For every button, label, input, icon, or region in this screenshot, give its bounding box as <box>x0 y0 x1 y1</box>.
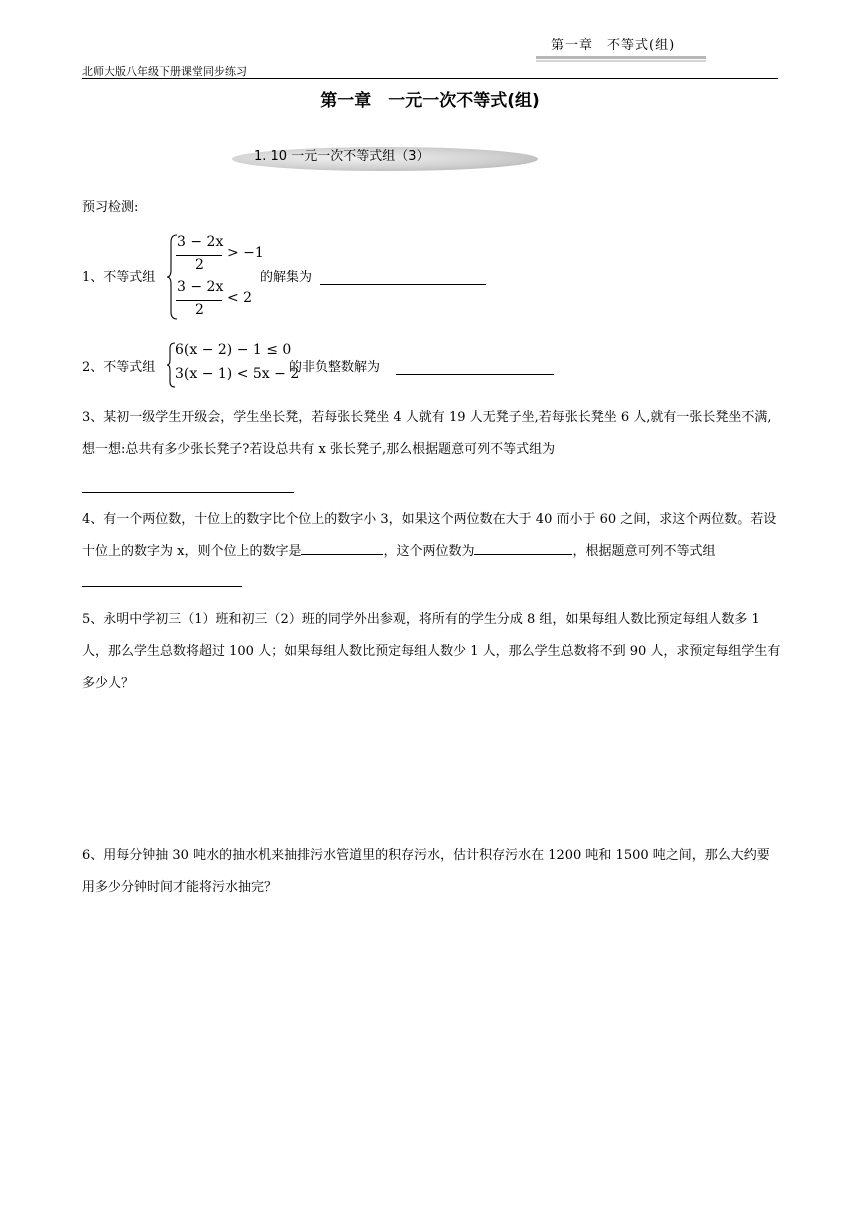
q1-ineq2-relation: < 2 <box>227 290 253 306</box>
header-book-title: 北师大版八年级下册课堂同步练习 <box>82 65 247 78</box>
question-5 <box>82 604 782 700</box>
q1-ineq1-numerator: 3 − 2x <box>177 234 224 250</box>
q1-ineq2-fraction-bar <box>176 300 222 301</box>
question-2 <box>82 340 782 392</box>
q1-ineq2-denominator: 2 <box>195 302 204 318</box>
q1-ineq1-relation: > −1 <box>227 245 264 261</box>
q4-part1: 4、有一个两位数，十位上的数字比个位上的数字小 3，如果这个两位数在大于 40 而小于 60 之间，求这个两位数。若设十位上的数字为 x，则个位上的数字是 <box>82 512 777 559</box>
page-title: 第一章 一元一次不等式(组) <box>320 91 540 111</box>
q1-ineq1-denominator: 2 <box>195 257 204 273</box>
q2-ineq1: 6(x − 2) − 1 ≤ 0 <box>175 342 292 358</box>
header-decor-bar <box>536 56 706 59</box>
q4-blank-inequality <box>82 572 242 587</box>
preview-label: 预习检测: <box>82 200 139 215</box>
q3-text: 3、某初一级学生开级会，学生坐长凳，若每张长凳坐 4 人就有 19 人无凳子坐,若每张长凳坐 6 人,就有一张长凳坐不满,想一想:总共有多少张长凳子?若设总共有 x 张长凳子,那么根据题意可列不等式组为 <box>82 410 772 457</box>
q1-prefix: 1、不等式组 <box>82 270 156 285</box>
header-chapter: 第一章 不等式(组) <box>551 38 676 53</box>
q2-ineq2: 3(x − 1) < 5x − 2 <box>175 366 300 382</box>
q1-answer-blank <box>320 270 486 285</box>
q3-answer-blank <box>82 478 294 493</box>
question-4 <box>82 504 782 600</box>
q5-text: 5、永明中学初三（1）班和初三（2）班的同学外出参观，将所有的学生分成 8 组，如果每组人数比预定每组人数多 1 人，那么学生总数将超过 100 人；如果每组人数比预定每组人数少 1 人，那么学生总数将不到 90 人，求预定每组学生有多少人？ <box>82 612 781 691</box>
header-rule <box>82 78 778 79</box>
q1-ineq2-numerator: 3 − 2x <box>177 279 224 295</box>
q4-blank-number <box>474 540 572 555</box>
q4-blank-units-digit <box>301 540 383 555</box>
q4-part3: ，根据题意可列不等式组 <box>572 544 716 559</box>
question-1 <box>82 230 782 325</box>
header-decor-bar-shadow <box>536 60 706 62</box>
q2-suffix: 的非负整数解为 <box>289 360 381 375</box>
section-subtitle: 1. 10 一元一次不等式组（3） <box>254 149 430 164</box>
q1-suffix: 的解集为 <box>260 270 313 285</box>
q6-text: 6、用每分钟抽 30 吨水的抽水机来抽排污水管道里的积存污水，估计积存污水在 1200 吨和 1500 吨之间，那么大约要用多少分钟时间才能将污水抽完？ <box>82 848 770 895</box>
q2-prefix: 2、不等式组 <box>82 360 156 375</box>
q2-answer-blank <box>396 360 554 375</box>
q1-ineq1-fraction-bar <box>176 255 222 256</box>
question-6 <box>82 840 782 904</box>
q4-part2: ，这个两位数为 <box>383 544 475 559</box>
question-3 <box>82 402 782 466</box>
